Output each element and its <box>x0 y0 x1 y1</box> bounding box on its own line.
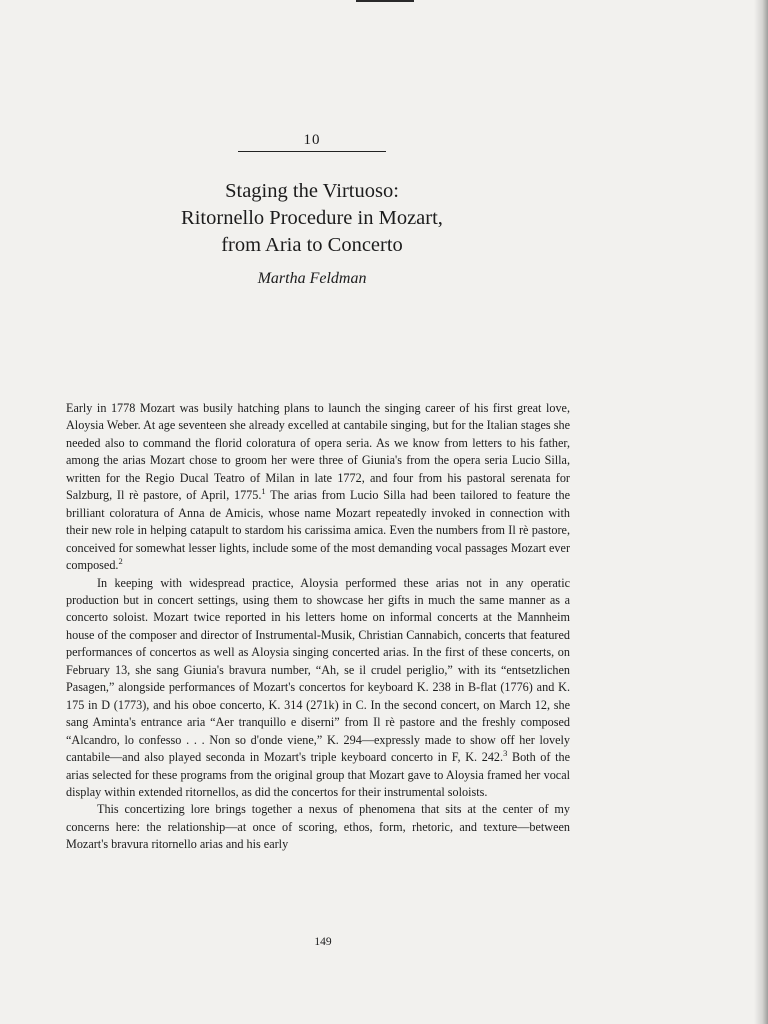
paragraph-2-text-b: Both of the arias selected for these programs from the original group that Mozart gave to Aloysia framed her vocal display within extended ritornellos, as did the concertos for their instrumental soloists. <box>66 750 571 799</box>
footnote-ref-3: 3 <box>503 748 508 758</box>
paragraph-2-text-a: In keeping with widespread practice, Aloysia performed these arias not in any operatic production but in concert settings, using them to showcase her gifts in much the same manner as a concerto soloist. Mozart twice reported in his letters home on informal concerts at the Mannheim house of the composer and director of Instrumental-Musik, Christian Cannabich, concerts that featured performances of concertos as well as Aloysia singing concerted arias. In the first of these concerts, on February 13, she sang Giunia's bravura number, “Ah, se il crudel periglio,” with its “entsetzlichen Pasagen,” alongside performances of Mozart's concertos for keyboard K. 238 in B-flat (1776) and K. 175 in D (1773), and his oboe concerto, K. 314 (271k) in C. In the second concert, on March 12, she sang Aminta's entrance aria “Aer tranquillo e diserni” from Il rè pastore and the freshly composed “Alcandro, lo confesso . . . Non so d'onde viene,” K. 294—expressly made to show off her lovely cantabile—and also played seconda in Mozart's triple keyboard concerto in F, K. 242. <box>66 575 570 765</box>
paragraph-1-text-b: The arias from Lucio Silla had been tailored to feature the brilliant coloratura of Anna de Amicis, whose name Mozart repeatedly invoked in connection with their new role in helping catapult to stardom his carissima amica. Even the numbers from Il rè pastore, conceived for somewhat lesser lights, include some of the most demanding vocal passages Mozart ever composed. <box>66 488 570 573</box>
title-line-1: Staging the Virtuoso: <box>225 180 399 202</box>
chapter-title <box>100 178 524 259</box>
paragraph-1-text-a: Early in 1778 Mozart was busily hatching plans to launch the singing career of his first great love, Aloysia Weber. At age seventeen she already excelled at cantabile singing, but for the Italian stages she needed also to command the florid coloratura of opera seria. As we know from letters to his father, among the arias Mozart chose to groom her were three of Giunia's from the opera seria Lucio Silla, written for the Regio Ducal Teatro of Milan in late 1772, and four from his pastoral serenata for Salzburg, Il rè pastore, of April, 1775. <box>66 401 570 503</box>
chapter-number: 10 <box>303 132 321 148</box>
body-text <box>66 400 570 854</box>
top-edge-rule <box>356 0 414 2</box>
author-name: Martha Feldman <box>257 270 367 287</box>
footnote-ref-1: 1 <box>261 486 266 497</box>
title-line-3: from Aria to Concerto <box>221 234 403 256</box>
paragraph-3: This concertizing lore brings together a nexus of phenomena that sits at the center of my concerns here: the relationship—at once of scoring, ethos, form, rhetoric, and texture—between Mozart's bravura ritornello arias and his early <box>66 802 570 852</box>
page-number: 149 <box>314 936 332 948</box>
title-line-2: Ritornello Procedure in Mozart, <box>181 207 443 229</box>
page-edge-shadow <box>754 0 768 1024</box>
paragraph-1 <box>66 400 570 575</box>
chapter-rule <box>238 151 386 152</box>
paragraph-2 <box>66 575 570 802</box>
footnote-ref-2: 2 <box>118 556 123 567</box>
